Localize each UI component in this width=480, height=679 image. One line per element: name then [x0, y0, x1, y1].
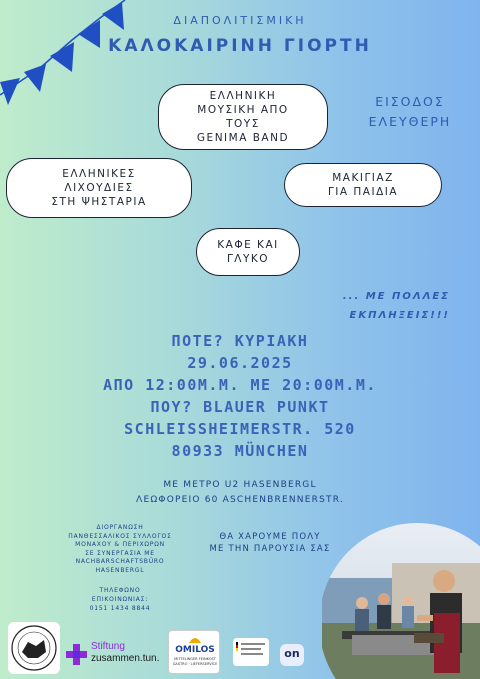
bubble-music: [158, 84, 328, 150]
welcome-line: ΘΑ ΧΑΡΟΥΜΕ ΠΟΛΥ: [219, 532, 321, 542]
event-where: ΠΟΥ? BLAUER PUNKT: [150, 398, 330, 416]
contact-phone[interactable]: 0151 1434 8844: [89, 605, 151, 612]
organizer-line: ΣΕ ΣΥΝΕΡΓΑΣΙΑ ΜΕ: [85, 549, 155, 557]
surprises-text: [280, 287, 450, 325]
contact-line: ΕΠΙΚΟΙΝΩΝΙΑΣ:: [91, 596, 149, 603]
bubble-food: [6, 158, 192, 218]
omilos-sub: GASTRO · LIEFERSERVICE: [172, 662, 218, 666]
on-logo: [280, 644, 304, 666]
transport-metro: ΜΕ ΜΕΤΡΟ U2 HASENBERGL: [163, 480, 317, 490]
event-time: ΑΠΟ 12:00Μ.Μ. ΜΕ 20:00Μ.Μ.: [103, 376, 377, 394]
event-street: SCHLEISSHEIMERSTR. 520: [124, 420, 356, 438]
bubble-music-line: ΤΟΥΣ: [226, 118, 260, 130]
omilos-name: OMILOS: [175, 645, 215, 655]
on-logo-text: on: [284, 647, 300, 660]
surprises-line: ... ΜΕ ΠΟΛΛΕΣ: [342, 291, 450, 302]
organizer-line: ΜΟΝΑΧΟΥ & ΠΕΡΙΧΩΡΩΝ: [75, 541, 165, 548]
event-info: [0, 330, 480, 462]
stiftung-word: zusammen.: [91, 653, 143, 664]
free-entry-line: ΕΛΕΥΘΕΡΗ: [368, 114, 452, 129]
event-when: ΠΟΤΕ? ΚΥΡΙΑΚΗ: [171, 332, 309, 350]
organizer-line: NACHBARSCHAFTSBÜRO: [75, 558, 165, 565]
free-entry: [350, 92, 470, 132]
surprises-line: ΕΚΠΛΗΞΕΙΣ!!!: [349, 310, 450, 321]
organizer-line: ΔΙΟΡΓΑΝΩΣΗ: [96, 524, 144, 531]
transport-bus: ΛΕΩΦΟΡΕΙΟ 60 ASCHENBRENNERSTR.: [136, 495, 344, 505]
bubble-makeup: [284, 163, 442, 207]
transport-info: [0, 478, 480, 508]
event-subtitle: ΔΙΑΠΟΛΙΤΙΣΜΙΚΗ: [173, 14, 307, 27]
bunting-flag: [24, 64, 46, 92]
omilos-mark-icon: [187, 633, 203, 645]
organizer-line: ΠΑΝΘΕΣΣΑΛΙΚΟΣ ΣΥΛΛΟΓΟΣ: [68, 532, 172, 540]
free-entry-line: ΕΙΣΟΔΟΣ: [375, 94, 445, 109]
welcome-line: ΜΕ ΤΗΝ ΠΑΡΟΥΣΙΑ ΣΑΣ: [209, 544, 331, 554]
contact-line: ΤΗΛΕΦΩΝΟ: [99, 587, 141, 594]
event-photo: [322, 523, 480, 679]
ministry-logo: [233, 638, 269, 666]
organizer-info: [30, 524, 210, 575]
bubble-coffee: [196, 228, 300, 276]
stiftung-mark-icon: [66, 644, 88, 666]
bubble-music-line: ΕΛΛΗΝΙΚΗ: [209, 90, 277, 102]
bubble-makeup-line: ΓΙΑ ΠΑΙΔΙΑ: [327, 186, 399, 198]
stiftung-word: tun.: [142, 653, 160, 664]
stiftung-logo: [66, 640, 162, 670]
bunting-flag: [0, 78, 20, 105]
bubble-makeup-line: ΜΑΚΙΓΙΑΖ: [332, 172, 394, 184]
bubble-food-line: ΛΙΧΟΥΔΙΕΣ: [64, 182, 134, 194]
bubble-coffee-line: ΚΑΦΕ ΚΑΙ: [217, 239, 279, 251]
association-logo: [8, 622, 60, 674]
event-date: 29.06.2025: [187, 354, 293, 372]
bubble-food-line: ΣΤΗ ΨΗΣΤΑΡΙΑ: [51, 196, 147, 208]
bubble-coffee-line: ΓΛΥΚΟ: [226, 253, 270, 265]
contact-info: [30, 586, 210, 613]
omilos-sub: MITTELINGER FEINKOST: [174, 657, 216, 661]
event-city: 80933 MÜNCHEN: [171, 442, 309, 460]
bubble-food-line: ΕΛΛΗΝΙΚΕΣ: [62, 168, 136, 180]
bubble-music-line: GENIMA BAND: [196, 132, 290, 144]
omilos-logo: [168, 630, 220, 674]
organizer-line: HASENBERGL: [95, 566, 145, 574]
event-title: ΚΑΛΟΚΑΙΡΙΝΗ ΓΙΟΡΤΗ: [108, 36, 372, 56]
bubble-music-line: ΜΟΥΣΙΚΗ ΑΠΟ: [197, 104, 289, 116]
stiftung-word: Stiftung: [91, 641, 125, 652]
